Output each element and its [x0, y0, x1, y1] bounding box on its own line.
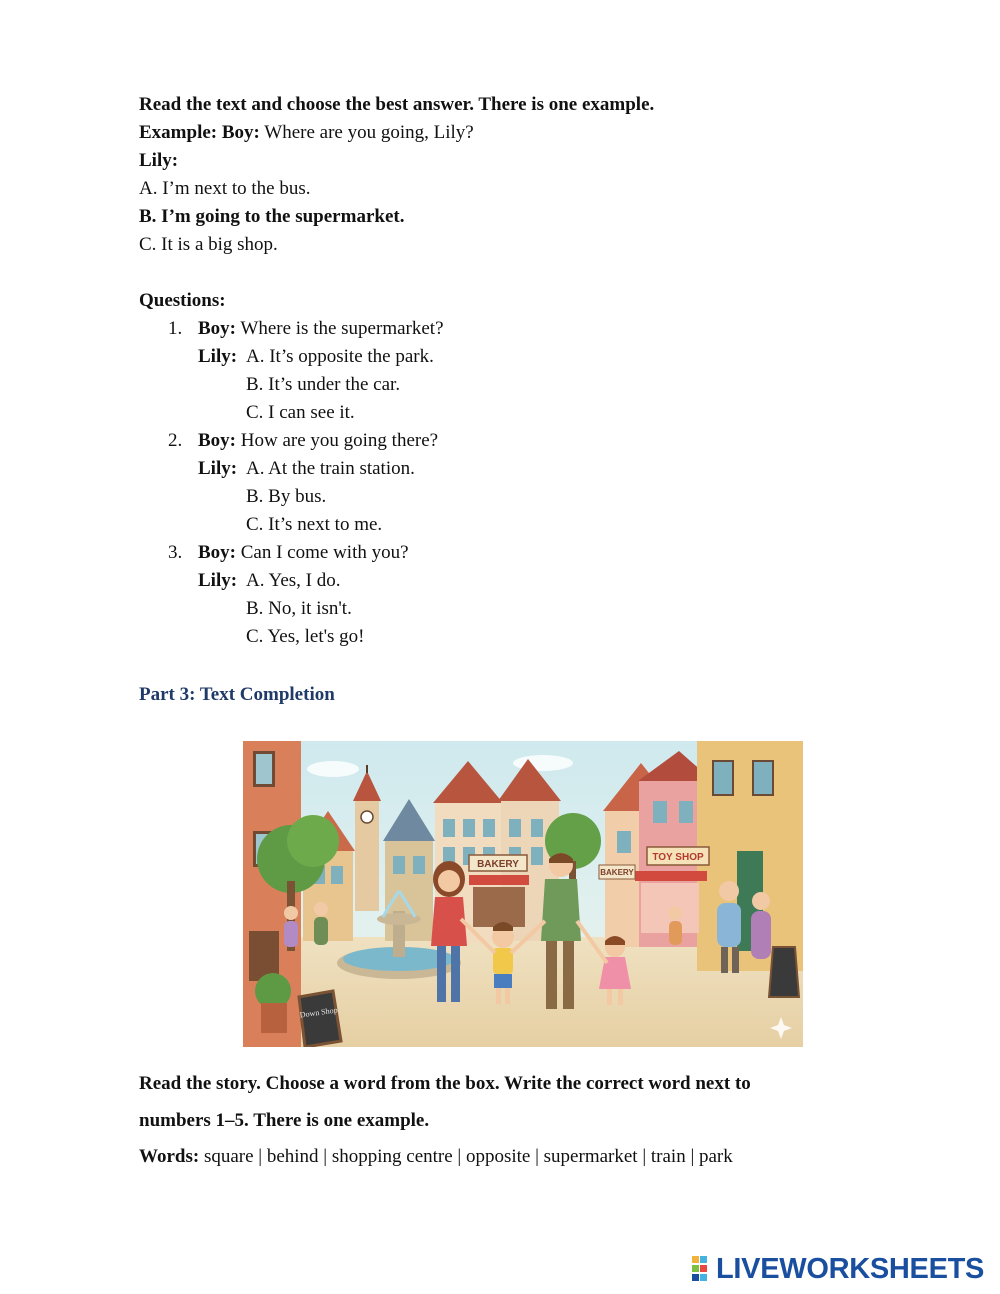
example-question: Where are you going, Lily?: [259, 122, 474, 143]
example-lily-label: Lily:: [139, 150, 179, 171]
question-2-number: 2.: [168, 430, 183, 451]
example-option-c: C. It is a big shop.: [139, 234, 278, 255]
part3-heading: Part 3: Text Completion: [139, 684, 335, 705]
chalkboard-sign-text: Down Shop: [299, 1005, 339, 1020]
logo-blocks-icon: [692, 1256, 716, 1282]
bakery-sign-right: [599, 865, 635, 879]
words-label: Words:: [139, 1146, 200, 1167]
question-2-line: [198, 429, 438, 453]
word-box: [139, 1145, 733, 1169]
question-2-text: How are you going there?: [236, 430, 439, 451]
question-3-option-b[interactable]: B. No, it isn't.: [246, 598, 352, 619]
example-option-b-answer: B. I’m going to the supermarket.: [139, 206, 405, 227]
example-option-a: A. I’m next to the bus.: [139, 178, 311, 199]
liveworksheets-logo: [692, 1254, 984, 1284]
part3-instruction-line1: Read the story. Choose a word from the box. Write the correct word next to: [139, 1073, 751, 1094]
bakery-sign-right-text: BAKERY: [600, 868, 634, 877]
example-line: [139, 121, 474, 145]
question-2-option-b[interactable]: B. By bus.: [246, 486, 327, 507]
questions-heading: Questions:: [139, 290, 226, 311]
question-1-option-a[interactable]: A. It’s opposite the park.: [246, 346, 434, 367]
question-3-option-c[interactable]: C. Yes, let's go!: [246, 626, 365, 647]
question-3-text: Can I come with you?: [236, 542, 409, 563]
question-1-option-b[interactable]: B. It’s under the car.: [246, 374, 401, 395]
logo-text: LIVEWORKSHEETS: [716, 1253, 985, 1285]
question-2-option-a[interactable]: A. At the train station.: [246, 458, 415, 479]
easel-sign-right: [769, 947, 799, 997]
question-3-line: [198, 541, 409, 565]
part2-instruction: Read the text and choose the best answer. There is one example.: [139, 94, 655, 115]
question-1-line: [198, 317, 444, 341]
question-3-option-a[interactable]: A. Yes, I do.: [246, 570, 341, 591]
boy-label: Boy:: [198, 430, 236, 451]
chalkboard-sign: [299, 991, 341, 1047]
bakery-shop: [469, 855, 529, 927]
part3-instruction-line2: numbers 1–5. There is one example.: [139, 1110, 430, 1131]
bakery-sign-text: BAKERY: [477, 859, 519, 870]
boy-label: Boy:: [198, 318, 236, 339]
toy-shop-sign-text: TOY SHOP: [652, 852, 704, 863]
question-1-option-c[interactable]: C. I can see it.: [246, 402, 355, 423]
lily-label: Lily:: [198, 458, 238, 479]
question-1-text: Where is the supermarket?: [236, 318, 444, 339]
example-prefix: Example: Boy:: [139, 122, 260, 143]
question-3-number: 3.: [168, 542, 183, 563]
lily-label: Lily:: [198, 346, 238, 367]
town-square-illustration: [243, 741, 803, 1047]
lily-label: Lily:: [198, 570, 238, 591]
words-list: square | behind | shopping centre | opposite | supermarket | train | park: [199, 1146, 733, 1167]
question-1-number: 1.: [168, 318, 183, 339]
question-2-option-c[interactable]: C. It’s next to me.: [246, 514, 383, 535]
boy-label: Boy:: [198, 542, 236, 563]
